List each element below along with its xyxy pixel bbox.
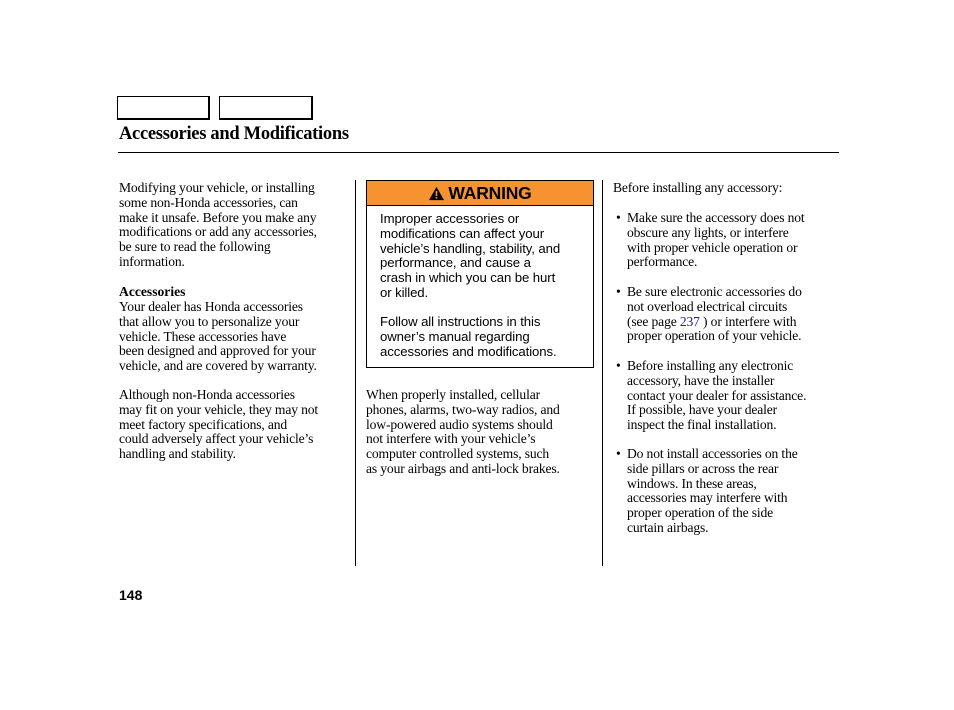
bullet-item-electrical xyxy=(616,285,802,344)
bullet-text: Make sure the accessory does not obscure any lights, or interfere with proper vehicle operation or performance. xyxy=(627,210,805,270)
bullet-text: Do not install accessories on the side pillars or across the rear windows. In these areas, accessories may interfere with proper operation of the side curtain airbags. xyxy=(627,446,798,535)
bullet-dot: • xyxy=(616,210,621,225)
bullet-text-part: ) or interfere with proper operation of your vehicle. xyxy=(627,313,802,344)
accessories-heading: Accessories xyxy=(119,284,186,299)
bullet-item-lights xyxy=(616,211,805,270)
column-divider-right xyxy=(602,180,603,566)
non-honda-paragraph: Although non-Honda accessories may fit on your vehicle, they may not meet factory specifications, and could adversely affect your vehicle’s handling and stability. xyxy=(119,387,319,462)
warning-paragraph-instructions: Follow all instructions in this owner’s manual regarding accessories and modifications. xyxy=(380,314,557,359)
warning-triangle-icon xyxy=(428,186,445,201)
cellular-paragraph: When properly installed, cellular phones, alarms, two-way radios, and low-powered audio systems should not interfere with your vehicle’s computer controlled systems, such as your airbags and anti-lock brakes. xyxy=(366,387,560,476)
nav-button-index[interactable] xyxy=(219,96,313,120)
bullet-text: Before installing any electronic accessory, have the installer contact your dealer for assistance. If possible, have your dealer inspect the final installation. xyxy=(627,358,807,433)
warning-header xyxy=(367,181,593,206)
title-divider xyxy=(118,152,839,153)
accessories-paragraph: Your dealer has Honda accessories that allow you to personalize your vehicle. These accessories have been designed and approved for your vehicle, and are covered by warranty. xyxy=(119,299,317,374)
bullet-dot: • xyxy=(616,284,621,299)
page-title: Accessories and Modifications xyxy=(119,124,349,144)
bullet-dot: • xyxy=(616,446,621,461)
bullet-item-side-pillars xyxy=(616,447,798,536)
page-237-link[interactable]: 237 xyxy=(679,313,700,329)
bullet-text-part: Be sure electronic accessories do not overload electrical circuits (see page xyxy=(627,284,802,329)
before-installing-intro: Before installing any accessory: xyxy=(613,180,783,195)
warning-box xyxy=(366,180,594,368)
warning-paragraph-hazard: Improper accessories or modifications can affect your vehicle’s handling, stability, and performance, and cause a crash in which you can be hurt or killed. xyxy=(380,211,561,300)
nav-button-main-menu[interactable] xyxy=(117,96,210,120)
column-divider-left xyxy=(355,180,356,566)
page-number: 148 xyxy=(119,587,143,603)
intro-paragraph: Modifying your vehicle, or installing some non-Honda accessories, can make it unsafe. Before you make any modifications or add any accessories, be sure to read the following information. xyxy=(119,180,317,269)
bullet-text xyxy=(627,285,802,344)
bullet-item-installer xyxy=(616,359,806,433)
bullet-dot: • xyxy=(616,358,621,373)
warning-label: WARNING xyxy=(448,182,532,203)
